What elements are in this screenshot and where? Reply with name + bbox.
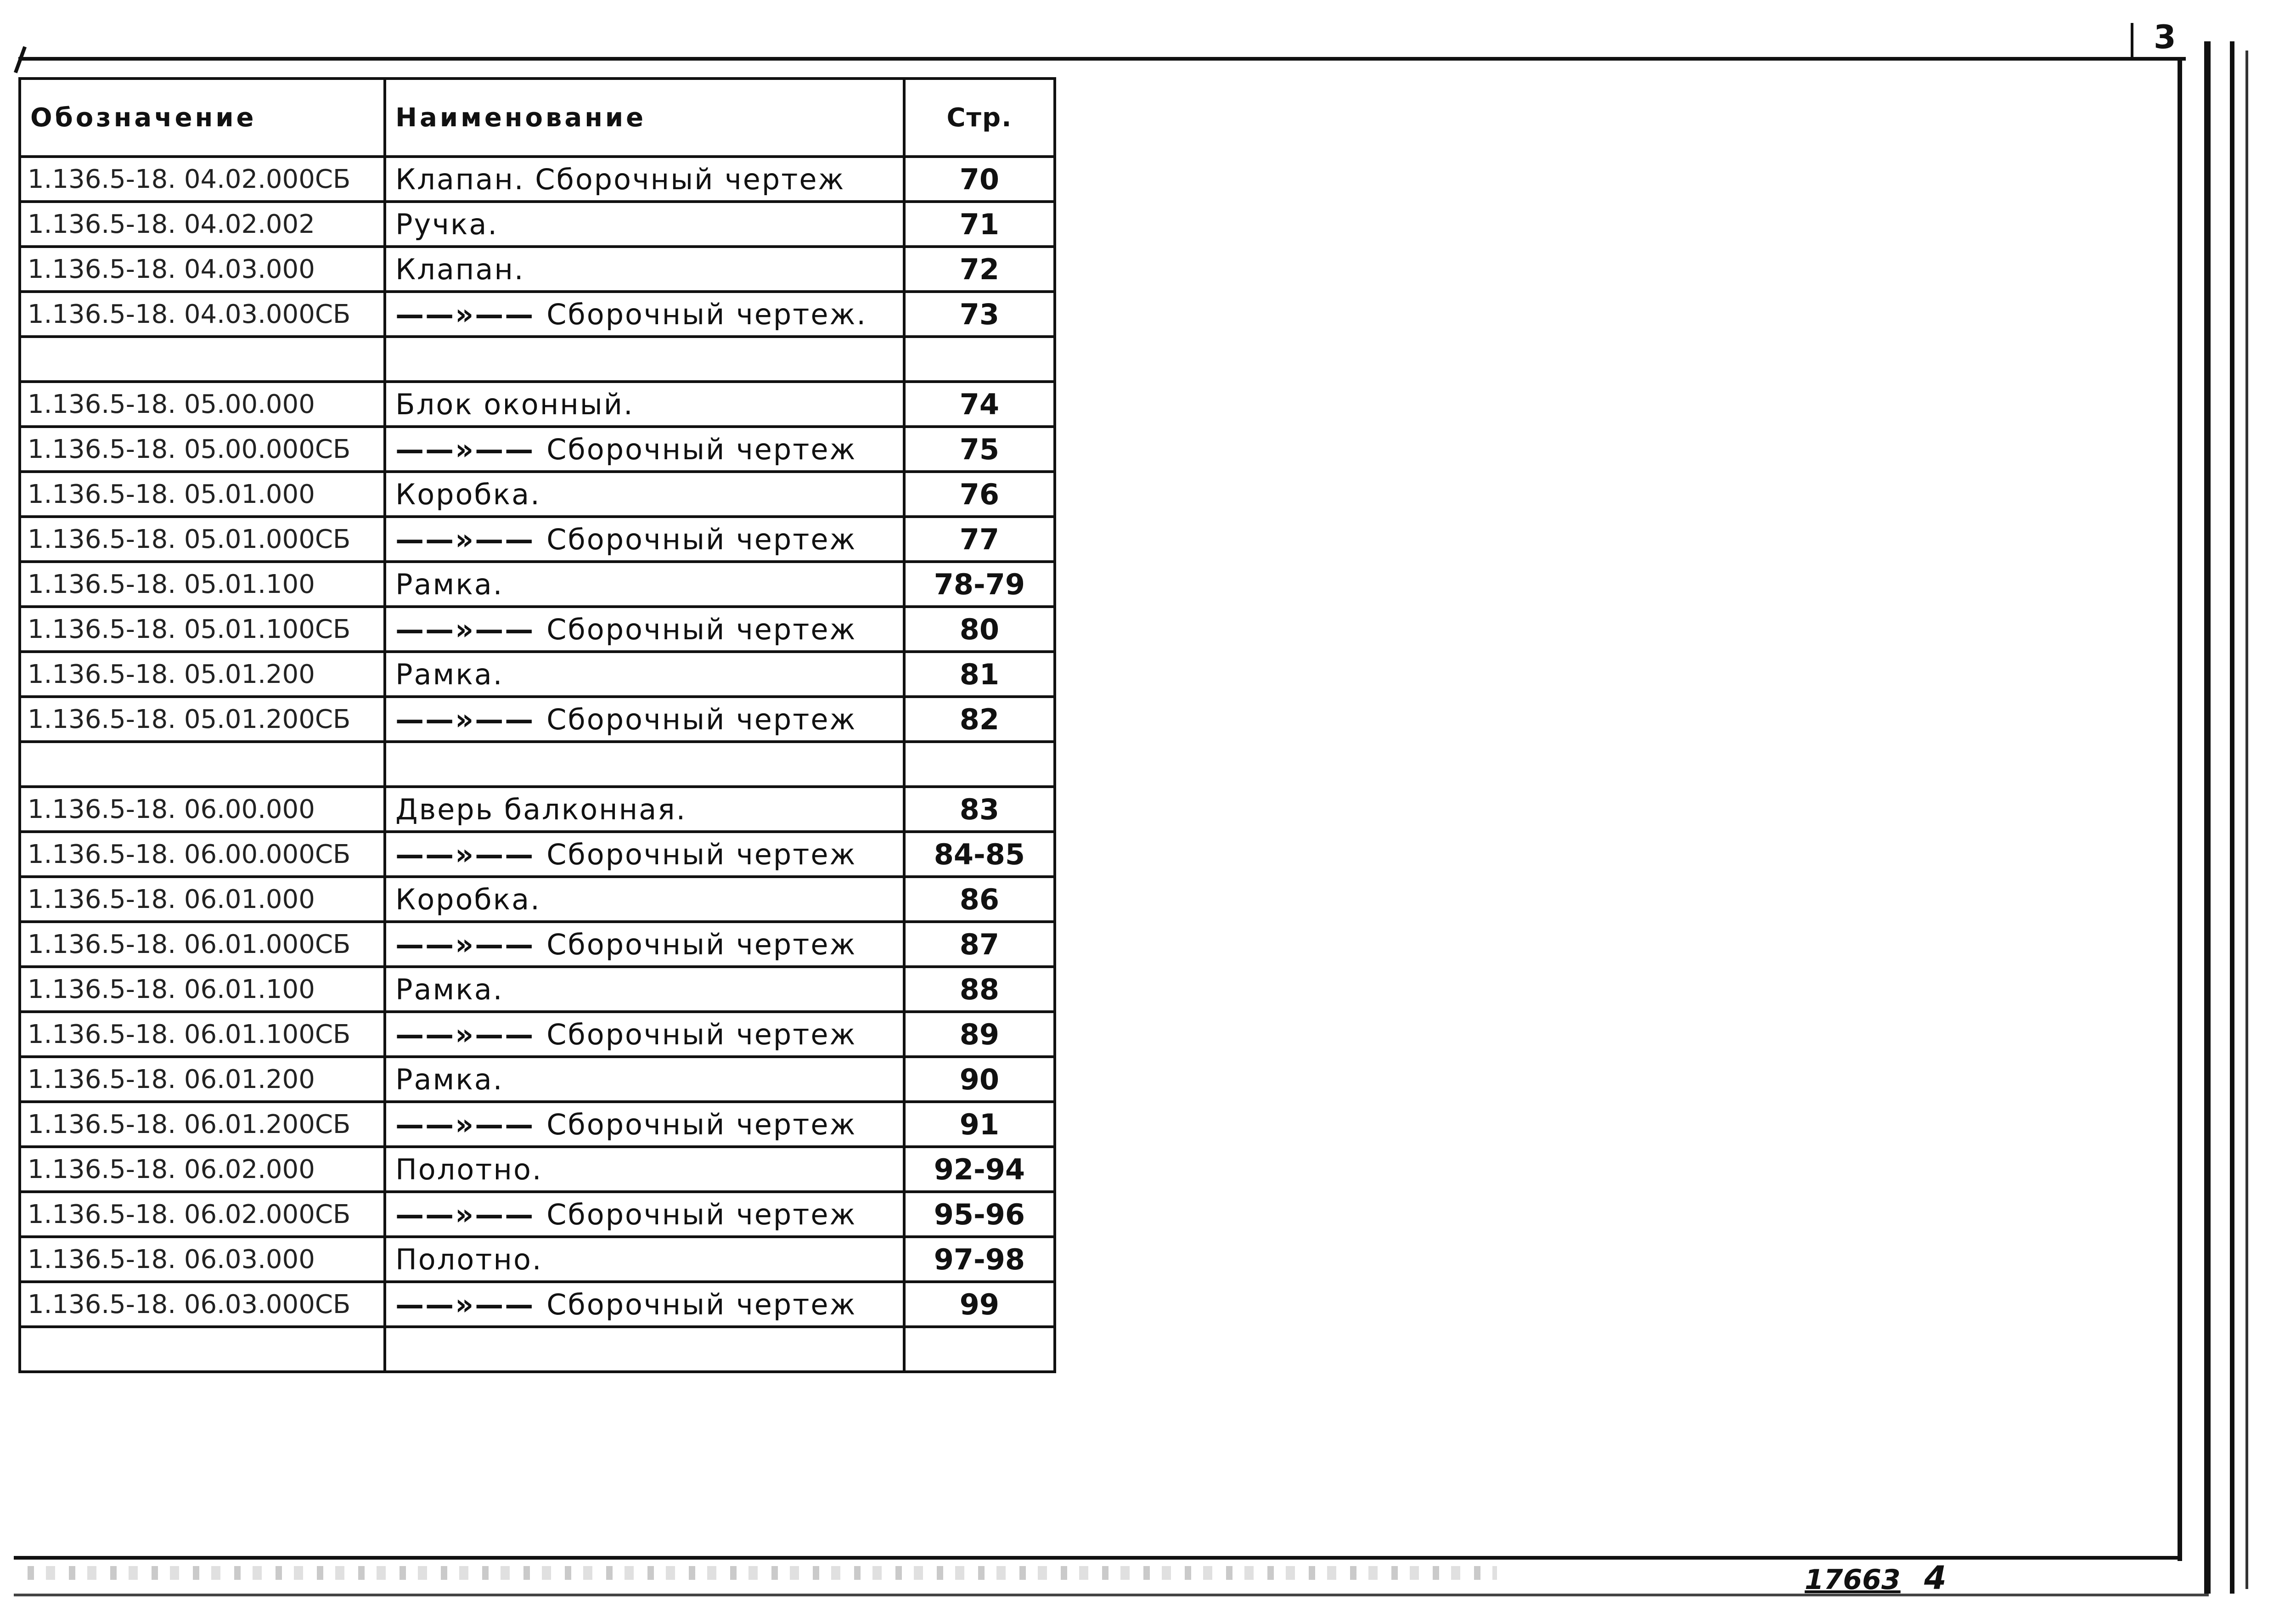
table-row	[20, 1012, 1055, 1057]
cell-page: 89	[904, 1012, 1055, 1057]
cell-name-text: Полотно.	[395, 1242, 543, 1276]
cell-name-text: Рамка.	[395, 1062, 504, 1096]
table-row	[20, 652, 1055, 697]
cell-name-text: Коробка.	[395, 477, 541, 511]
cell-name	[385, 922, 904, 967]
cell-name-text: Блок оконный.	[395, 387, 634, 421]
table-row	[20, 922, 1055, 967]
cell-code: 1.136.5-18. 04.03.000СБ	[20, 292, 385, 337]
cell-name	[385, 607, 904, 652]
cell-name	[385, 1057, 904, 1102]
cell-code: 1.136.5-18. 06.01.000	[20, 877, 385, 922]
cell-code: 1.136.5-18. 05.01.200	[20, 652, 385, 697]
repeat-mark: ——»——	[395, 297, 535, 331]
table-row	[20, 1102, 1055, 1147]
cell-name-text: Сборочный чертеж	[546, 1017, 857, 1051]
frame-right-border	[2204, 41, 2211, 1594]
cell-name-text: Сборочный чертеж	[546, 612, 857, 646]
cell-page: 75	[904, 427, 1055, 472]
cell-code: 1.136.5-18. 04.03.000	[20, 247, 385, 292]
table-row	[20, 697, 1055, 742]
cell-name	[385, 1147, 904, 1192]
cell-page: 74	[904, 382, 1055, 427]
table-row	[20, 832, 1055, 877]
cell-name	[385, 1282, 904, 1327]
table-row	[20, 517, 1055, 562]
repeat-mark: ——»——	[395, 1017, 535, 1051]
cell-name	[385, 787, 904, 832]
cell-page: 84-85	[904, 832, 1055, 877]
cell-name	[385, 202, 904, 247]
cell-code: 1.136.5-18. 06.01.200	[20, 1057, 385, 1102]
faded-stamp-text	[28, 1566, 1497, 1580]
cell-name	[385, 1012, 904, 1057]
archive-number: 17663	[1805, 1564, 1901, 1596]
cell-code: 1.136.5-18. 05.01.000СБ	[20, 517, 385, 562]
cell-code: 1.136.5-18. 05.01.100СБ	[20, 607, 385, 652]
table-row-blank	[20, 742, 1055, 787]
table-row	[20, 877, 1055, 922]
cell-name	[385, 472, 904, 517]
cell-name-text: Сборочный чертеж	[546, 1287, 857, 1321]
cell-page: 86	[904, 877, 1055, 922]
repeat-mark: ——»——	[395, 927, 535, 961]
repeat-mark: ——»——	[395, 1197, 535, 1231]
cell-name-text: Рамка.	[395, 657, 504, 691]
cell-name-text: Рамка.	[395, 567, 504, 601]
table-row	[20, 607, 1055, 652]
repeat-mark: ——»——	[395, 1287, 535, 1321]
repeat-mark: ——»——	[395, 432, 535, 466]
frame-top-line	[18, 57, 2186, 61]
cell-page	[904, 337, 1055, 382]
cell-page: 73	[904, 292, 1055, 337]
cell-code: 1.136.5-18. 06.03.000	[20, 1237, 385, 1282]
table-row	[20, 202, 1055, 247]
table-row	[20, 1237, 1055, 1282]
cell-code	[20, 742, 385, 787]
cell-code: 1.136.5-18. 05.01.000	[20, 472, 385, 517]
repeat-mark: ——»——	[395, 837, 535, 871]
table-row	[20, 1282, 1055, 1327]
cell-name-text: Сборочный чертеж	[546, 432, 857, 466]
cell-page: 83	[904, 787, 1055, 832]
table-row	[20, 967, 1055, 1012]
cell-page: 77	[904, 517, 1055, 562]
table-row	[20, 562, 1055, 607]
cell-name-text: Сборочный чертеж.	[546, 297, 867, 331]
table-row	[20, 1147, 1055, 1192]
cell-name	[385, 967, 904, 1012]
cell-name-text: Сборочный чертеж	[546, 927, 857, 961]
table-row-blank	[20, 337, 1055, 382]
repeat-mark: ——»——	[395, 702, 535, 736]
sheet-number-box-line	[2131, 23, 2133, 60]
table-body	[20, 157, 1055, 1372]
column-header-page: Стр.	[904, 79, 1055, 157]
table-row	[20, 292, 1055, 337]
cell-code: 1.136.5-18. 06.03.000СБ	[20, 1282, 385, 1327]
cell-page: 92-94	[904, 1147, 1055, 1192]
cell-name	[385, 427, 904, 472]
frame-right-edge	[2245, 51, 2248, 1589]
cell-page: 80	[904, 607, 1055, 652]
cell-page: 97-98	[904, 1237, 1055, 1282]
cell-name-text: Сборочный чертеж	[546, 1197, 857, 1231]
cell-name	[385, 517, 904, 562]
cell-name	[385, 562, 904, 607]
cell-page: 71	[904, 202, 1055, 247]
cell-name-text: Сборочный чертеж	[546, 702, 857, 736]
cell-name	[385, 1102, 904, 1147]
cell-page: 95-96	[904, 1192, 1055, 1237]
table-row	[20, 1192, 1055, 1237]
cell-name-text: Сборочный чертеж	[546, 1107, 857, 1141]
cell-code: 1.136.5-18. 05.00.000	[20, 382, 385, 427]
repeat-mark: ——»——	[395, 522, 535, 556]
cell-page: 70	[904, 157, 1055, 202]
cell-name-text: Дверь балконная.	[395, 792, 687, 826]
table-row	[20, 1057, 1055, 1102]
cell-name	[385, 652, 904, 697]
cell-page: 90	[904, 1057, 1055, 1102]
cell-name-text: Рамка.	[395, 972, 504, 1006]
cell-name	[385, 292, 904, 337]
cell-code: 1.136.5-18. 06.01.200СБ	[20, 1102, 385, 1147]
frame-bottom-line	[14, 1556, 2182, 1560]
cell-name-text: Коробка.	[395, 882, 541, 916]
cell-code: 1.136.5-18. 06.01.000СБ	[20, 922, 385, 967]
cell-code: 1.136.5-18. 06.02.000СБ	[20, 1192, 385, 1237]
cell-code: 1.136.5-18. 06.01.100СБ	[20, 1012, 385, 1057]
table-row	[20, 472, 1055, 517]
column-header-name: Наименование	[385, 79, 904, 157]
cell-name	[385, 247, 904, 292]
table-row	[20, 382, 1055, 427]
repeat-mark: ——»——	[395, 612, 535, 646]
cell-name	[385, 1192, 904, 1237]
table-row	[20, 787, 1055, 832]
table-header-row	[20, 79, 1055, 157]
cell-name	[385, 742, 904, 787]
cell-page: 72	[904, 247, 1055, 292]
cell-name	[385, 877, 904, 922]
cell-name	[385, 697, 904, 742]
cell-page: 88	[904, 967, 1055, 1012]
cell-code: 1.136.5-18. 06.02.000	[20, 1147, 385, 1192]
cell-page: 78-79	[904, 562, 1055, 607]
cell-name	[385, 337, 904, 382]
cell-page: 76	[904, 472, 1055, 517]
cell-name-text: Сборочный чертеж	[546, 837, 857, 871]
cell-code: 1.136.5-18. 04.02.000СБ	[20, 157, 385, 202]
cell-name-text: Сборочный чертеж	[546, 522, 857, 556]
cell-name-text: Ручка.	[395, 207, 499, 241]
cell-name-text: Клапан. Сборочный чертеж	[395, 162, 845, 196]
column-header-code: Обозначение	[20, 79, 385, 157]
frame-right-border-outer	[2230, 41, 2234, 1594]
cell-code: 1.136.5-18. 05.01.200СБ	[20, 697, 385, 742]
cell-code: 1.136.5-18. 06.01.100	[20, 967, 385, 1012]
repeat-mark: ——»——	[395, 1107, 535, 1141]
specification-table	[18, 77, 1056, 1373]
table-row	[20, 427, 1055, 472]
cell-page	[904, 1327, 1055, 1372]
sheet-number: 3	[2154, 18, 2176, 56]
cell-page: 99	[904, 1282, 1055, 1327]
table-row	[20, 247, 1055, 292]
cell-code: 1.136.5-18. 04.02.002	[20, 202, 385, 247]
archive-sheet-number: 4	[1924, 1559, 1947, 1597]
frame-right-line	[2178, 57, 2182, 1561]
cell-page: 91	[904, 1102, 1055, 1147]
cell-code: 1.136.5-18. 05.00.000СБ	[20, 427, 385, 472]
cell-page: 81	[904, 652, 1055, 697]
cell-code	[20, 1327, 385, 1372]
cell-page: 87	[904, 922, 1055, 967]
cell-page	[904, 742, 1055, 787]
table-row-blank	[20, 1327, 1055, 1372]
cell-code: 1.136.5-18. 06.00.000СБ	[20, 832, 385, 877]
cell-page: 82	[904, 697, 1055, 742]
cell-code: 1.136.5-18. 05.01.100	[20, 562, 385, 607]
cell-name	[385, 1237, 904, 1282]
table-row	[20, 157, 1055, 202]
cell-code	[20, 337, 385, 382]
cell-name-text: Полотно.	[395, 1152, 543, 1186]
cell-name-text: Клапан.	[395, 252, 525, 286]
cell-name	[385, 832, 904, 877]
cell-name	[385, 1327, 904, 1372]
cell-name	[385, 382, 904, 427]
cell-name	[385, 157, 904, 202]
cell-code: 1.136.5-18. 06.00.000	[20, 787, 385, 832]
